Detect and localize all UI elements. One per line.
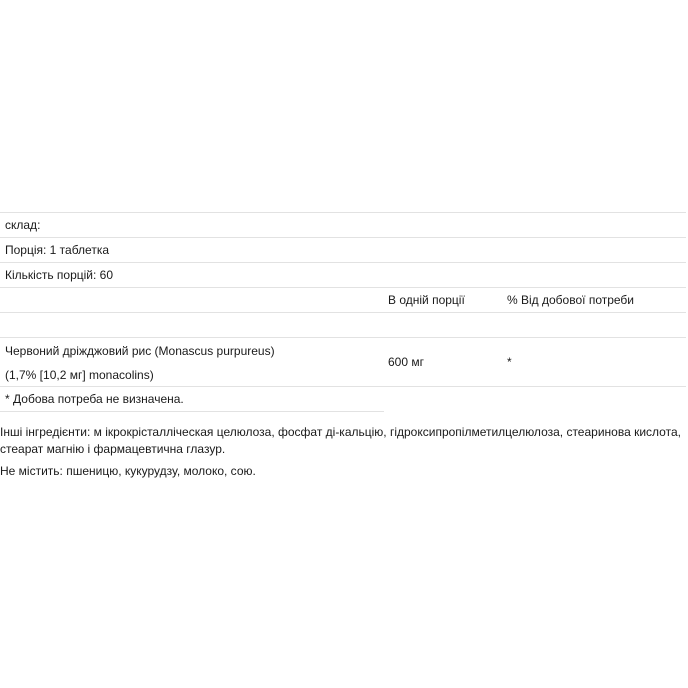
serving-size: Порція: 1 таблетка [5,243,110,257]
free-from-text: Не містить: пшеницю, кукурудзу, молоко, сою. [0,464,256,478]
table-spacer-row [0,312,686,337]
ingredient-daily-value: * [507,355,512,369]
daily-value-footnote [0,387,384,412]
ingredient-detail: (1,7% [10,2 мг] monacolins) [5,368,154,382]
supplement-facts-table [0,212,686,412]
table-header-row [0,287,686,312]
composition-row [0,212,686,237]
ingredient-amount: 600 мг [388,355,424,369]
serving-size-row [0,237,686,262]
other-ingredients-text: Інші інгредієнти: м ікрокрісталліческая целюлоза, фосфат ді-кальцію, гідроксипропілметилцелюлоза, стеаринова кислота, стеарат магнію і фармацевтична глазур. [0,425,681,456]
daily-value-column-header: % Від добової потреби [507,293,635,307]
amount-column-header: В одній порції [388,293,465,307]
footnote-text: * Добова потреба не визначена. [5,392,184,406]
servings-per-container: Кількість порцій: 60 [5,268,114,282]
composition-label: склад: [5,218,41,232]
servings-per-container-row [0,262,686,287]
ingredient-name: Червоний дріжджовий рис (Monascus purpureus) [5,344,275,358]
ingredient-row [0,337,686,387]
